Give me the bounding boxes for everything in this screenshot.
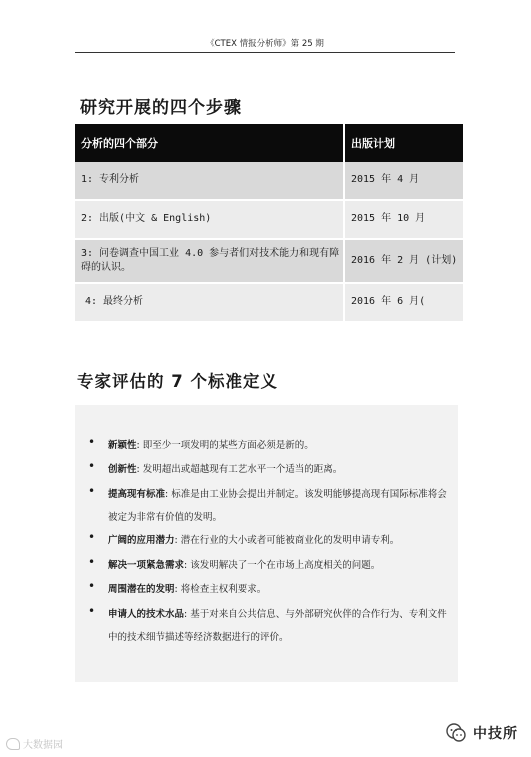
watermark-left-text: 大数据园 xyxy=(23,740,63,751)
criterion-text xyxy=(108,529,448,552)
criterion-text xyxy=(108,578,448,601)
page-header: 《CTEX 情报分析师》第 25 期 xyxy=(206,39,324,49)
criterion-text xyxy=(108,458,448,481)
criterion-term: 广阔的应用潜力 xyxy=(108,535,175,546)
bullet-icon: • xyxy=(88,530,96,544)
criteria-box xyxy=(75,405,458,682)
criterion-text xyxy=(108,603,448,649)
table-cell-schedule: 2016 年 6 月( xyxy=(343,284,463,321)
bullet-icon: • xyxy=(88,604,96,618)
bullet-icon: • xyxy=(88,484,96,498)
header-rule xyxy=(75,52,455,53)
table-cell-part: 4: 最终分析 xyxy=(75,284,343,321)
criterion-desc: : 将检查主权利要求。 xyxy=(174,584,267,595)
table-row xyxy=(75,201,463,240)
criterion-desc: : 标准是由工业协会提出并制定。该发明能够提高现有国际标准将会被定为非常有价值的发明。 xyxy=(108,489,447,523)
table-cell-part: 2: 出版(中文 & English) xyxy=(75,201,343,238)
criterion-term: 解决一项紧急需求 xyxy=(108,560,185,571)
table-cell-part: 1: 专利分析 xyxy=(75,162,343,199)
criterion-term: 创新性 xyxy=(108,464,137,475)
table-row xyxy=(75,284,463,323)
table-cell-part: 3: 问卷调查中国工业 4.0 参与者们对技术能力和现有障碍的认识。 xyxy=(75,240,343,282)
watermark-right xyxy=(445,722,518,744)
criterion-term: 申请人的技术水品 xyxy=(108,609,185,620)
table-row xyxy=(75,162,463,201)
watermark-left xyxy=(6,736,63,751)
table-header xyxy=(75,124,463,162)
criterion-text xyxy=(108,434,448,457)
criterion-desc: : 基于对来自公共信息、与外部研究伙伴的合作行为、专利文件中的技术细节描述等经济数据进行的评价。 xyxy=(108,609,447,643)
criterion-term: 周围潜在的发明 xyxy=(108,584,175,595)
column-header-schedule: 出版计划 xyxy=(343,124,463,162)
bullet-icon: • xyxy=(88,435,96,449)
table-cell-schedule: 2016 年 2 月 (计划) xyxy=(343,240,463,282)
criterion-desc: : 发明超出或超越现有工艺水平一个适当的距离。 xyxy=(136,464,343,475)
table-row xyxy=(75,240,463,284)
bullet-icon: • xyxy=(88,459,96,473)
bullet-icon: • xyxy=(88,555,96,569)
table-cell-schedule: 2015 年 4 月 xyxy=(343,162,463,199)
criterion-desc: : 该发明解决了一个在市场上高度相关的问题。 xyxy=(184,560,381,571)
bullet-icon: • xyxy=(88,579,96,593)
criterion-desc: : 即至少一项发明的某些方面必须是新的。 xyxy=(136,440,314,451)
criterion-term: 新颖性 xyxy=(108,440,137,451)
criterion-term: 提高现有标准 xyxy=(108,489,166,500)
column-header-part: 分析的四个部分 xyxy=(81,137,158,150)
criterion-desc: : 潜在行业的大小或者可能被商业化的发明申请专利。 xyxy=(174,535,400,546)
section-heading-criteria: 专家评估的 7 个标准定义 xyxy=(77,372,278,391)
chat-bubble-icon xyxy=(6,738,20,750)
steps-table xyxy=(75,124,463,323)
section-heading-steps: 研究开展的四个步骤 xyxy=(80,98,242,118)
criterion-text xyxy=(108,483,448,529)
criterion-text xyxy=(108,554,448,577)
table-cell-schedule: 2015 年 10 月 xyxy=(343,201,463,238)
watermark-right-text: 中技所 xyxy=(473,726,518,742)
wechat-icon xyxy=(445,722,467,744)
